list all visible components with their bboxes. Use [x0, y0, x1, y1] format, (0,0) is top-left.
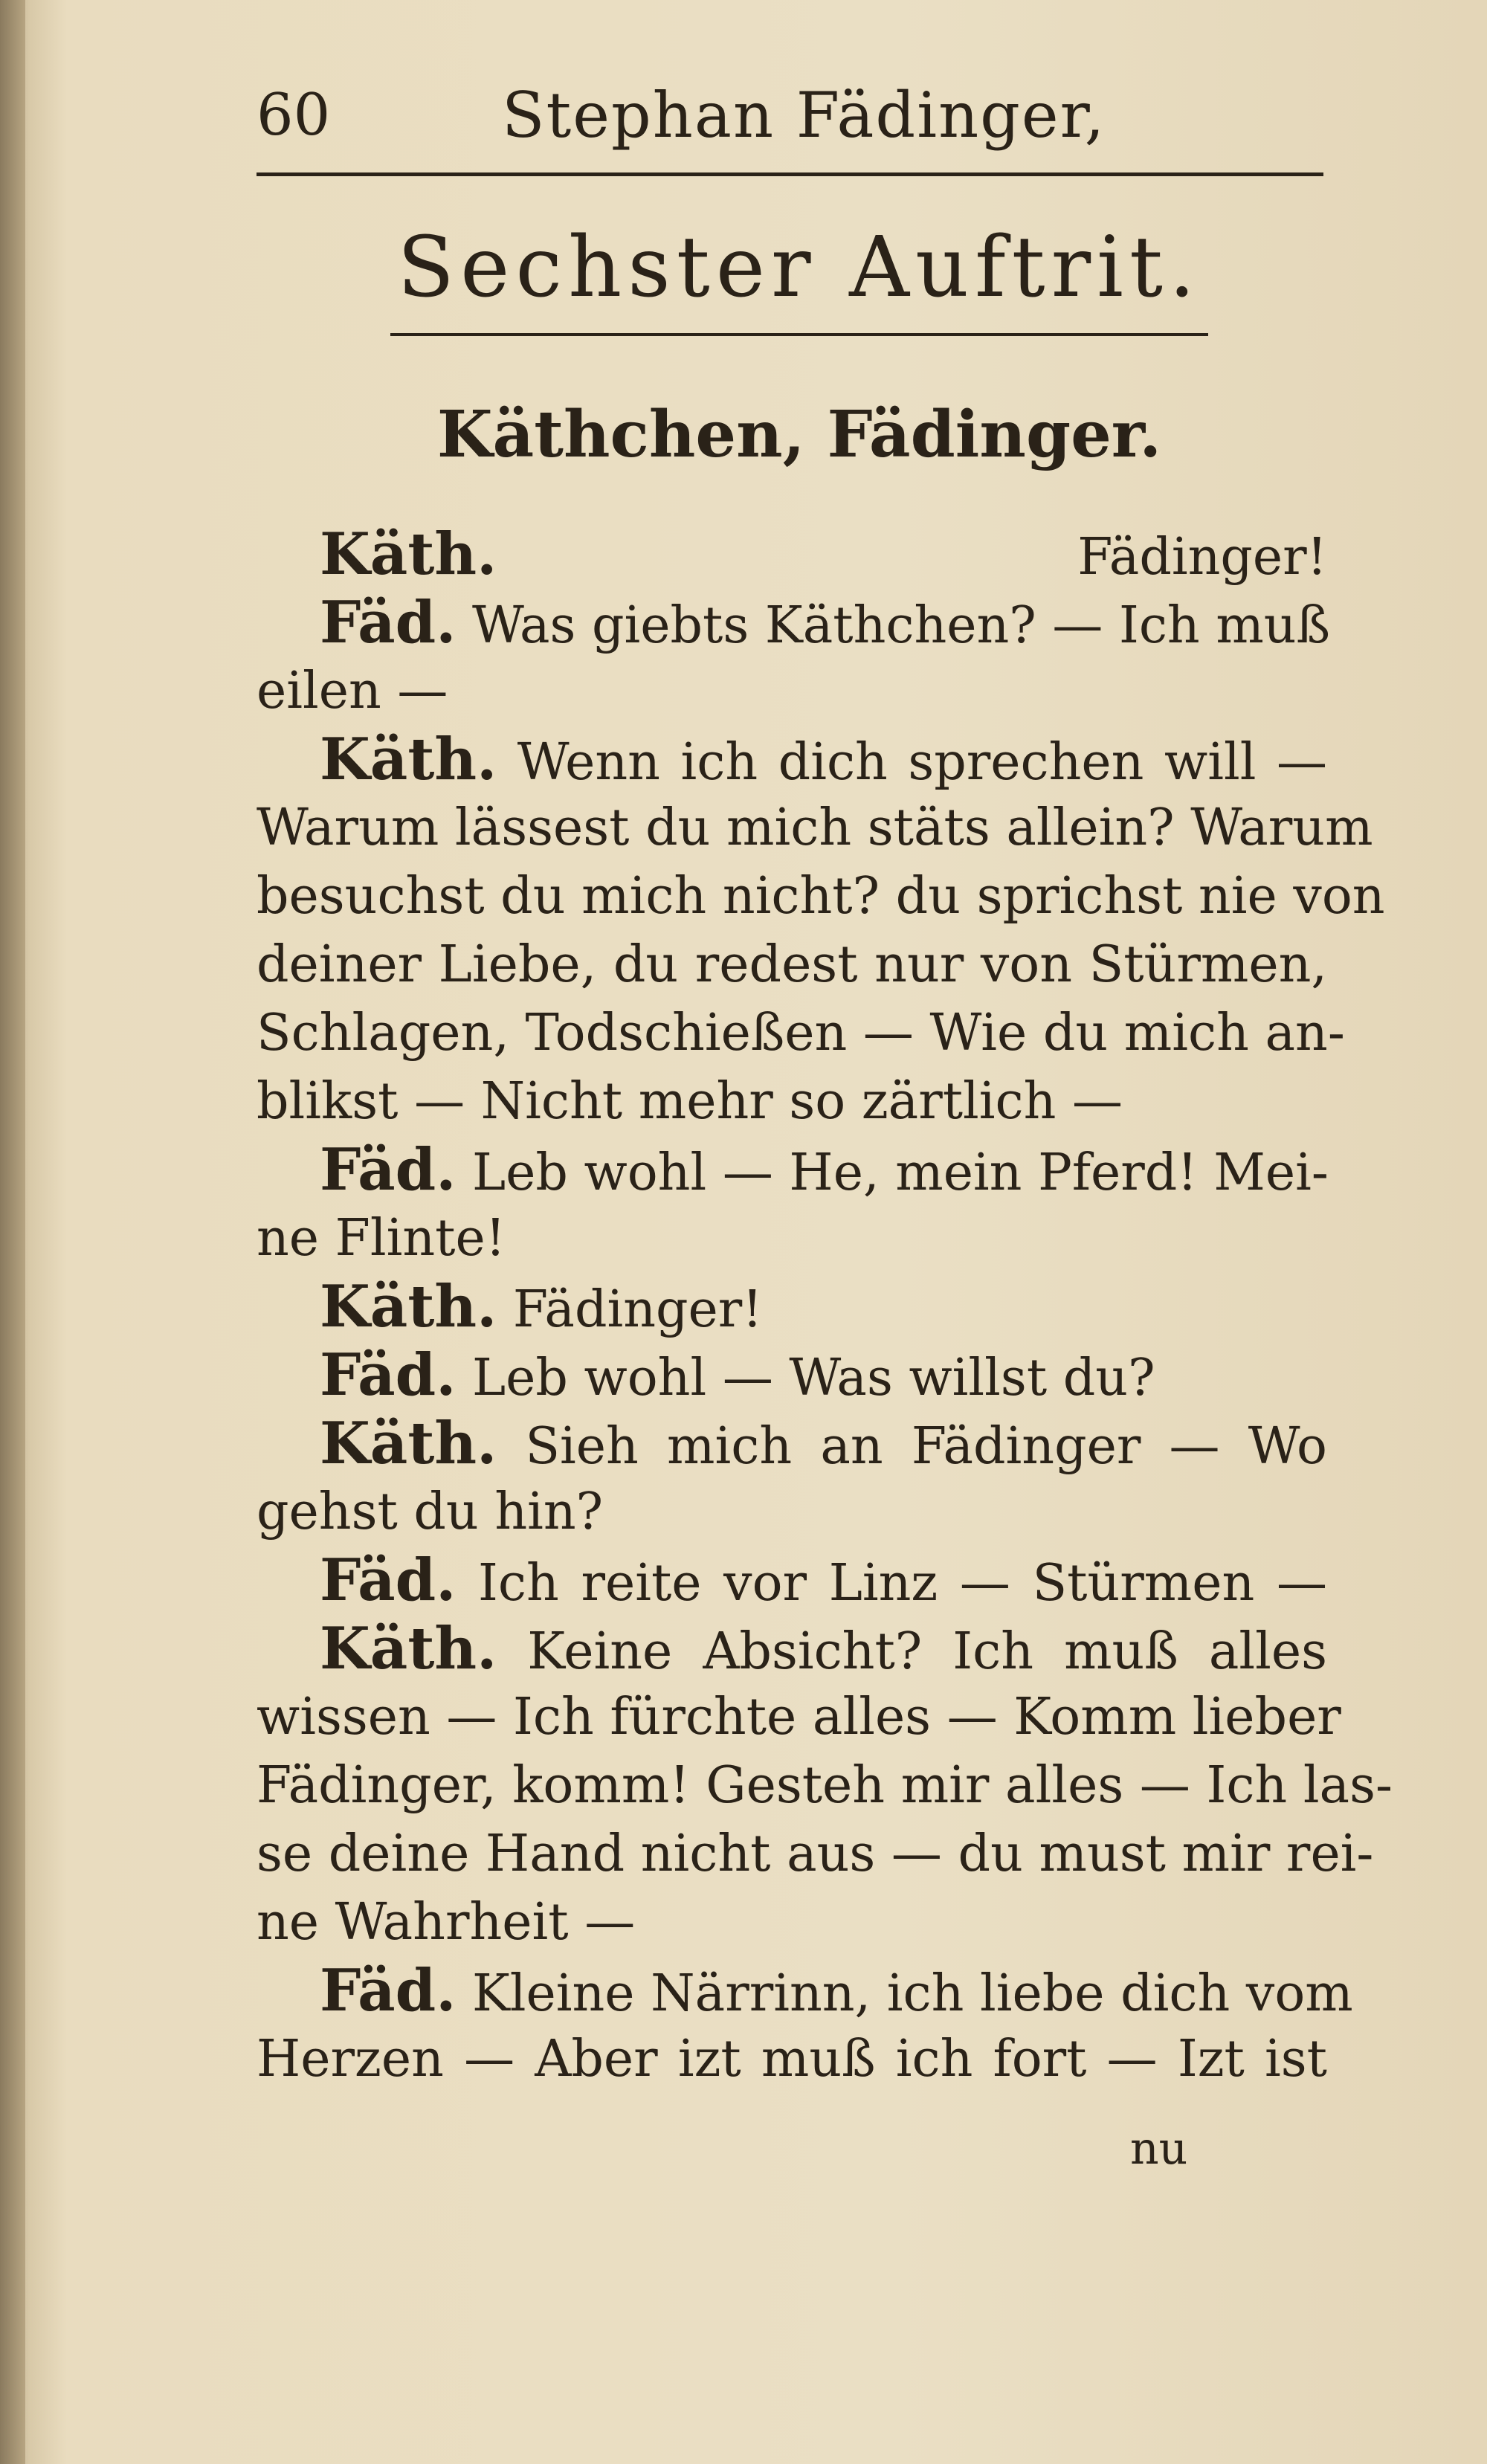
text-line	[257, 1478, 1327, 1547]
text-line	[257, 999, 1345, 1068]
page-number: 60	[257, 82, 331, 149]
speaker-label: Fäd.	[320, 589, 457, 657]
text-line	[257, 1889, 1327, 1957]
line-text: ne Flinte!	[257, 1209, 506, 1268]
text-line	[257, 2025, 1327, 2094]
speaker-label: Käth.	[320, 726, 497, 793]
line-text: gehst du hin?	[257, 1483, 604, 1541]
line-text: Fädinger!	[497, 528, 1327, 587]
text-line	[257, 1136, 1327, 1204]
text-line	[257, 931, 1327, 999]
scene-title-rule	[390, 333, 1208, 336]
text-line	[257, 1410, 1327, 1478]
scene-title: Sechster Auftrit.	[397, 219, 1201, 316]
line-text: eilen —	[257, 662, 448, 720]
speaker-label: Fäd.	[320, 1341, 457, 1409]
book-spine-shadow	[0, 0, 25, 2464]
line-text: Schlagen, Todschießen — Wie du mich an-	[257, 1004, 1345, 1062]
text-line	[257, 1683, 1341, 1752]
line-text: Was giebts Käthchen? — Ich muß	[456, 596, 1331, 655]
line-text: Herzen — Aber izt muß ich fort — Izt ist	[257, 2030, 1327, 2089]
speaker-label: Fäd.	[320, 1136, 457, 1204]
page-header	[257, 74, 1327, 156]
text-line	[257, 1615, 1327, 1683]
catchword: nu	[1130, 2123, 1188, 2175]
text-line	[257, 794, 1373, 862]
text-line	[257, 1547, 1327, 1615]
text-line	[257, 1204, 1327, 1273]
speaker-label: Käth.	[320, 1615, 497, 1683]
line-text: Fädinger!	[497, 1280, 763, 1339]
running-title: Stephan Fädinger,	[502, 79, 1106, 152]
speaker-label: Käth.	[320, 1273, 497, 1341]
text-line	[257, 862, 1385, 931]
text-line	[257, 1820, 1374, 1889]
text-line	[257, 1341, 1327, 1410]
line-text: Wenn ich dich sprechen will —	[497, 733, 1327, 792]
header-rule	[257, 172, 1323, 176]
line-text: blikst — Nicht mehr so zärtlich —	[257, 1072, 1123, 1131]
speaker-label: Käth.	[320, 520, 497, 588]
speaker-label: Käth.	[320, 1410, 497, 1477]
speaker-label: Fäd.	[320, 1957, 457, 2025]
scene-characters: Käthchen, Fädinger.	[436, 397, 1162, 472]
line-text: deiner Liebe, du redest nur von Stürmen,	[257, 935, 1327, 994]
line-text: Fädinger, komm! Gesteh mir alles — Ich las-	[257, 1756, 1393, 1815]
text-line	[257, 1273, 1327, 1341]
text-line	[257, 1752, 1393, 1820]
line-text: Kleine Närrinn, ich liebe dich vom	[456, 1964, 1353, 2023]
text-line	[257, 657, 1327, 726]
line-text: se deine Hand nicht aus — du must mir rei-	[257, 1825, 1374, 1883]
line-text: Ich reite vor Linz — Stürmen —	[456, 1554, 1327, 1613]
line-text: besuchst du mich nicht? du sprichst nie von	[257, 867, 1385, 926]
line-text: ne Wahrheit —	[257, 1893, 636, 1952]
text-line	[257, 520, 1327, 589]
text-line	[257, 589, 1331, 657]
speaker-label: Fäd.	[320, 1547, 457, 1614]
text-line	[257, 1957, 1353, 2025]
line-text: wissen — Ich fürchte alles — Komm lieber	[257, 1688, 1341, 1747]
line-text: Warum lässest du mich stäts allein? Warum	[257, 799, 1373, 857]
text-line	[257, 726, 1327, 794]
line-text: Leb wohl — He, mein Pferd! Mei-	[456, 1144, 1329, 1202]
line-text: Keine Absicht? Ich muß alles	[497, 1622, 1327, 1681]
text-line	[257, 1068, 1327, 1136]
line-text: Leb wohl — Was willst du?	[456, 1349, 1155, 1407]
line-text: Sieh mich an Fädinger — Wo	[497, 1417, 1327, 1476]
